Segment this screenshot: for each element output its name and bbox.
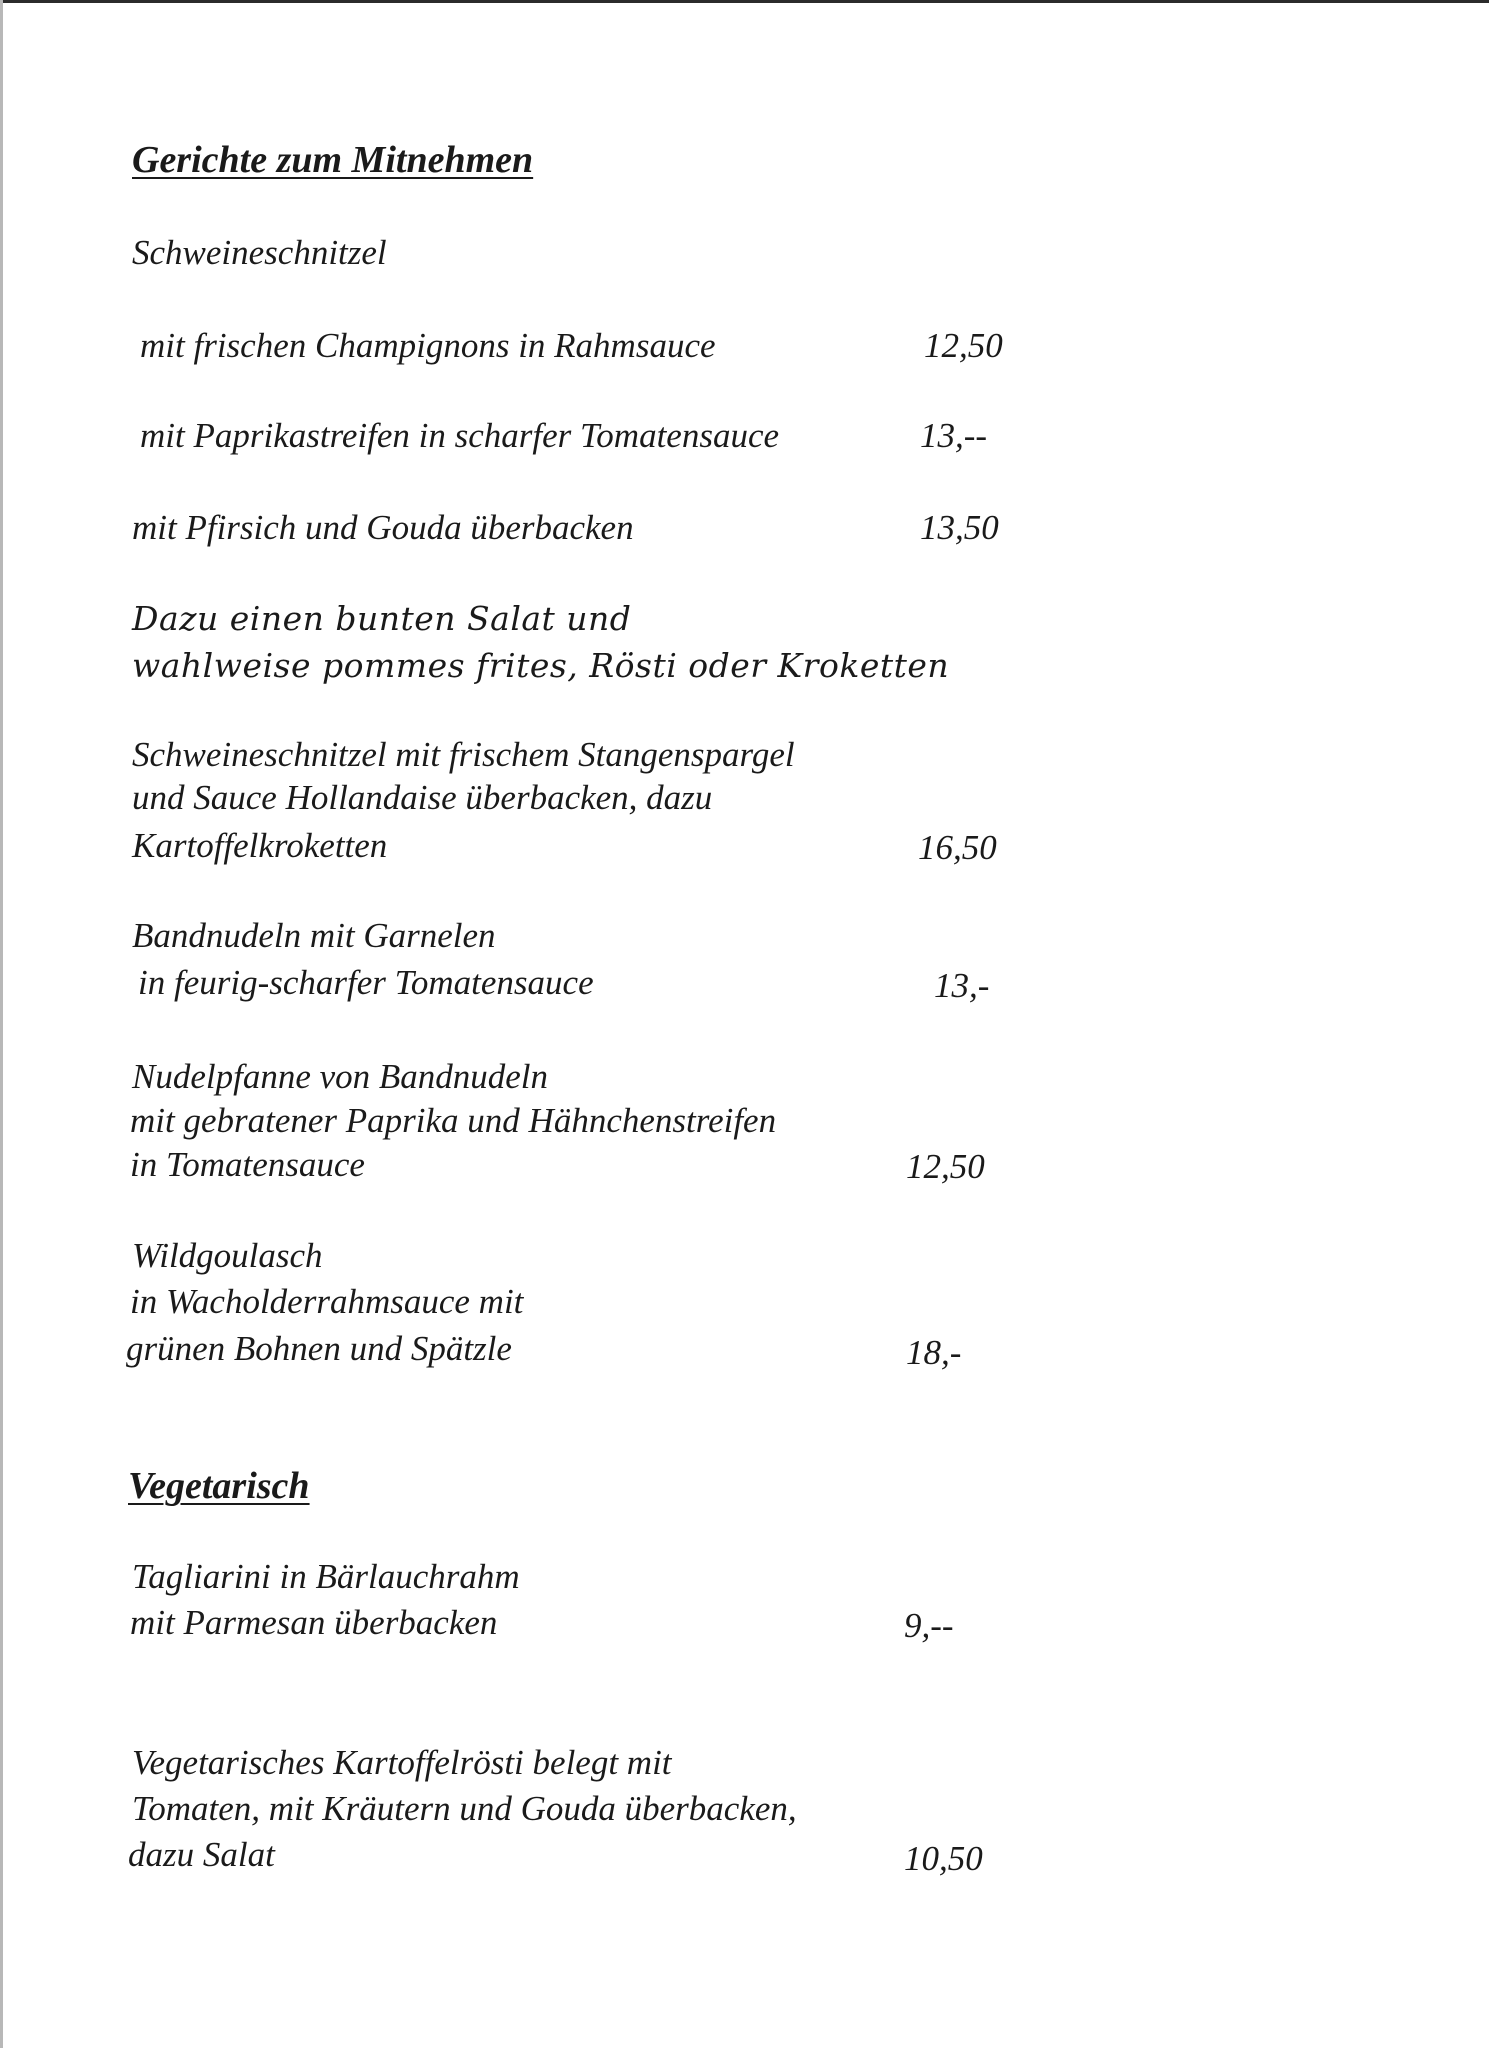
item-bandnudeln-line2: in feurig-scharfer Tomatensauce (138, 963, 594, 1002)
item-spargel-line2: und Sauce Hollandaise überbacken, dazu (132, 778, 713, 817)
item-tagliarini-line1: Tagliarini in Bärlauchrahm (132, 1557, 520, 1596)
price-schnitzel-paprika: 13,-- (920, 416, 988, 455)
item-roesti-line1: Vegetarisches Kartoffelrösti belegt mit (132, 1743, 672, 1782)
side-note-line1: Dazu einen bunten Salat und (132, 599, 632, 638)
price-wildgoulasch: 18,- (906, 1333, 962, 1372)
side-note-line2: wahlweise pommes frites, Rösti oder Kroketten (132, 646, 950, 685)
item-wildgoulasch-line1: Wildgoulasch (132, 1236, 323, 1275)
item-schnitzel-pfirsich: mit Pfirsich und Gouda überbacken (132, 508, 634, 547)
item-nudelpfanne-line2: mit gebratener Paprika und Hähnchenstreifen (130, 1101, 777, 1140)
scan-left-edge (0, 0, 3, 2048)
item-spargel-line3: Kartoffelkroketten (132, 826, 388, 865)
item-nudelpfanne-line3: in Tomatensauce (130, 1145, 365, 1184)
item-title-schweineschnitzel: Schweineschnitzel (132, 233, 387, 272)
item-tagliarini-line2: mit Parmesan überbacken (130, 1603, 498, 1642)
item-schnitzel-champignons: mit frischen Champignons in Rahmsauce (140, 326, 716, 365)
scan-top-edge (0, 0, 1489, 3)
price-bandnudeln: 13,- (934, 966, 990, 1005)
price-schnitzel-pfirsich: 13,50 (920, 508, 999, 547)
price-schnitzel-champignons: 12,50 (924, 326, 1003, 365)
item-nudelpfanne-line1: Nudelpfanne von Bandnudeln (132, 1057, 549, 1096)
section-heading-mitnehmen: Gerichte zum Mitnehmen (132, 139, 534, 181)
section-heading-vegetarisch: Vegetarisch (128, 1465, 310, 1507)
price-spargel: 16,50 (918, 828, 997, 867)
price-tagliarini: 9,-- (904, 1606, 954, 1645)
price-nudelpfanne: 12,50 (906, 1147, 985, 1186)
price-roesti: 10,50 (904, 1839, 983, 1878)
item-wildgoulasch-line3: grünen Bohnen und Spätzle (126, 1329, 512, 1368)
item-roesti-line2: Tomaten, mit Kräutern und Gouda überbacken, (132, 1789, 797, 1828)
item-schnitzel-paprika: mit Paprikastreifen in scharfer Tomatensauce (140, 416, 780, 455)
item-roesti-line3: dazu Salat (128, 1835, 275, 1874)
item-wildgoulasch-line2: in Wacholderrahmsauce mit (130, 1282, 524, 1321)
item-spargel-line1: Schweineschnitzel mit frischem Stangenspargel (132, 735, 795, 774)
item-bandnudeln-line1: Bandnudeln mit Garnelen (132, 916, 496, 955)
